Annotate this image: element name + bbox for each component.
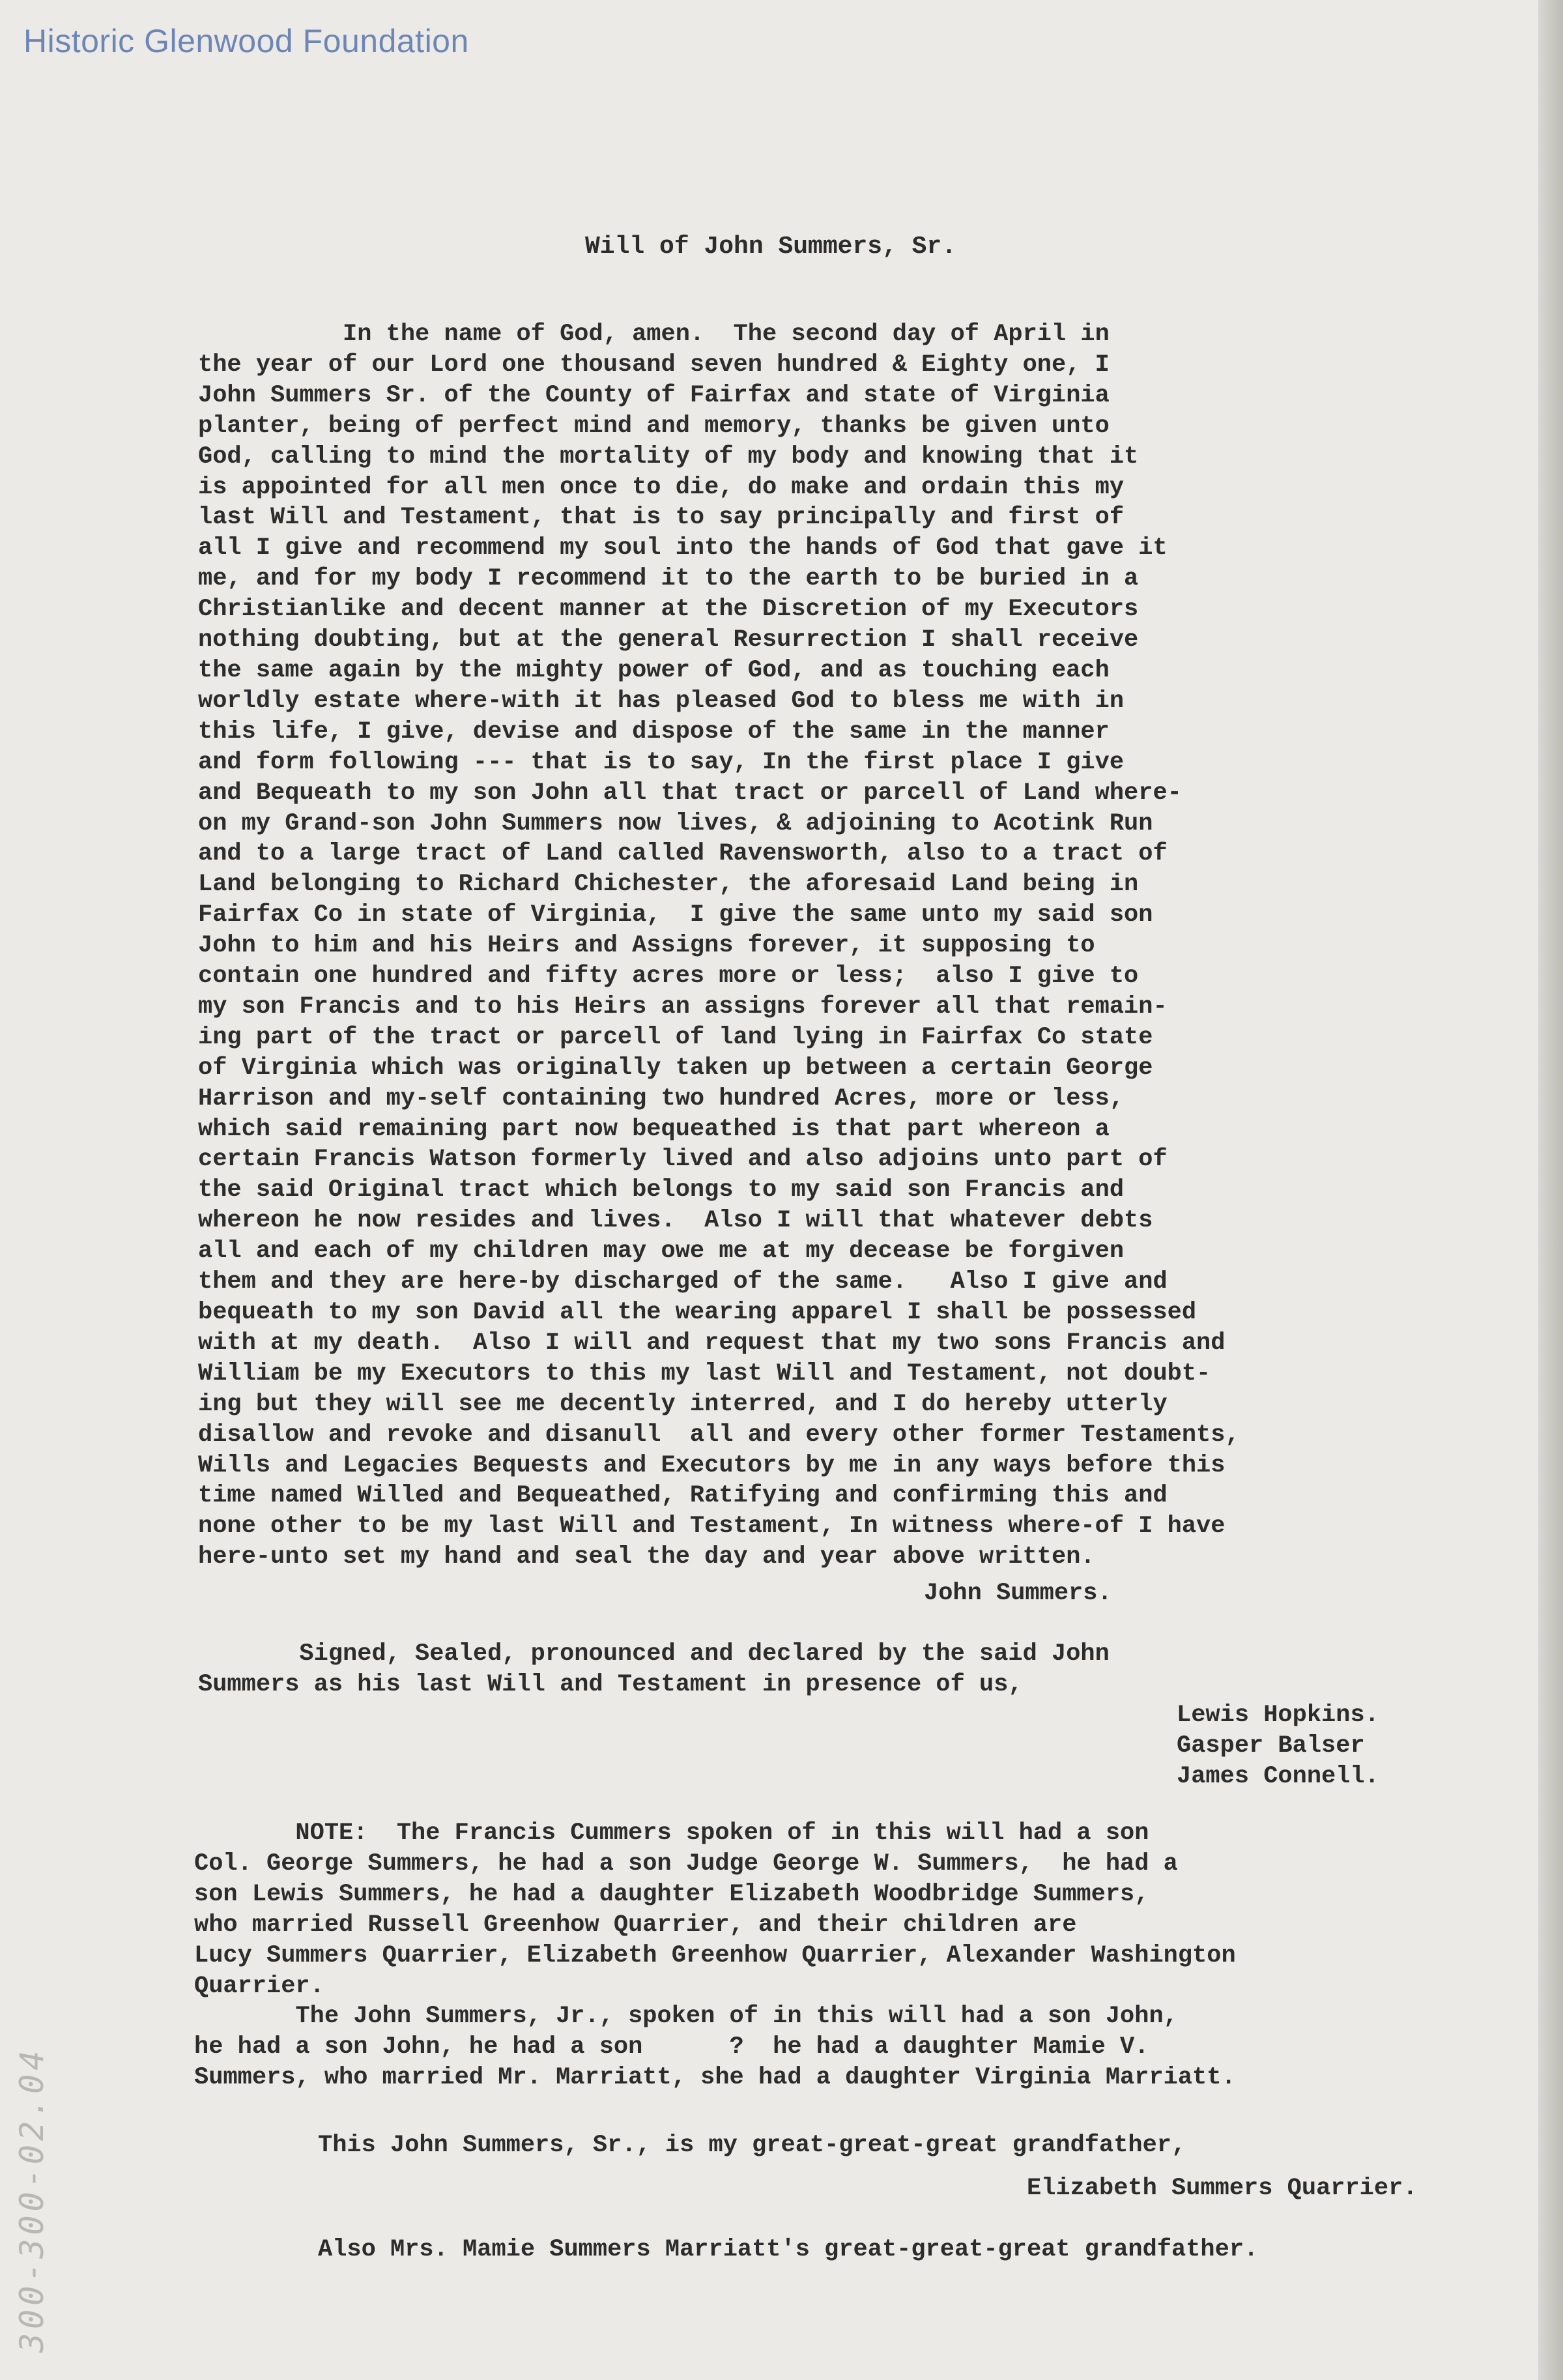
- body-line: bequeath to my son David all the wearing apparel I shall be possessed: [198, 1299, 1197, 1326]
- body-line: with at my death. Also I will and request that my two sons Francis and: [198, 1329, 1226, 1357]
- body-line: them and they are here-by discharged of the same. Also I give and: [198, 1268, 1168, 1296]
- body-line: and form following --- that is to say, In the first place I give: [198, 748, 1125, 776]
- body-line: Land belonging to Richard Chichester, the aforesaid Land being in: [198, 871, 1139, 899]
- body-line: the same again by the mighty power of God, and as touching each: [198, 656, 1110, 684]
- note-line: The John Summers, Jr., spoken of in this will had a son John,: [194, 2003, 1178, 2031]
- body-line: Harrison and my-self containing two hundred Acres, more or less,: [198, 1084, 1125, 1112]
- body-line: none other to be my last Will and Testament, In witness where-of I have: [198, 1513, 1226, 1541]
- body-line: John Summers Sr. of the County of Fairfax and state of Virginia: [198, 381, 1110, 409]
- genealogy-note: [194, 1818, 1236, 2093]
- body-line: contain one hundred and fifty acres more or less; also I give to: [198, 963, 1139, 991]
- note-line: who married Russell Greenhow Quarrier, and their children are: [194, 1911, 1077, 1939]
- body-line: the said Original tract which belongs to my said son Francis and: [198, 1176, 1125, 1204]
- closing-line: This John Summers, Sr., is my great-great-great grandfather,: [318, 2132, 1186, 2159]
- body-line: last Will and Testament, that is to say principally and first of: [198, 504, 1125, 532]
- body-line: Fairfax Co in state of Virginia, I give the same unto my said son: [198, 901, 1153, 929]
- body-line: worldly estate where-with it has pleased God to bless me with in: [198, 687, 1125, 715]
- also-line: Also Mrs. Mamie Summers Marriatt's great-great-great grandfather.: [318, 2236, 1259, 2263]
- note-line: he had a son John, he had a son ? he had a daughter Mamie V.: [194, 2033, 1149, 2061]
- body-line: ing but they will see me decently interred, and I do hereby utterly: [198, 1390, 1168, 1418]
- body-line: of Virginia which was originally taken up between a certain George: [198, 1054, 1153, 1082]
- note-line: son Lewis Summers, he had a daughter Elizabeth Woodbridge Summers,: [194, 1880, 1149, 1908]
- call-number: 300-300-02.04: [13, 2046, 51, 2353]
- body-line: ing part of the tract or parcell of land lying in Fairfax Co state: [198, 1023, 1153, 1051]
- body-line: Wills and Legacies Bequests and Executors by me in any ways before this: [198, 1451, 1226, 1479]
- body-line: Christianlike and decent manner at the Discretion of my Executors: [198, 596, 1139, 624]
- body-line: time named Willed and Bequeathed, Ratifying and confirming this and: [198, 1482, 1168, 1510]
- body-line: which said remaining part now bequeathed is that part whereon a: [198, 1115, 1110, 1143]
- witness-name: Lewis Hopkins.: [1177, 1702, 1379, 1729]
- testator-signature: John Summers.: [924, 1580, 1112, 1607]
- witness-list: [1177, 1700, 1379, 1792]
- body-line: on my Grand-son John Summers now lives, & adjoining to Acotink Run: [198, 809, 1153, 837]
- body-line: God, calling to mind the mortality of my body and knowing that it: [198, 443, 1139, 471]
- attestation: [198, 1639, 1110, 1700]
- note-line: Summers, who married Mr. Marriatt, she had a daughter Virginia Marriatt.: [194, 2064, 1236, 2092]
- body-line: all and each of my children may owe me at my decease be forgiven: [198, 1238, 1125, 1266]
- body-line: certain Francis Watson formerly lived and also adjoins unto part of: [198, 1146, 1168, 1174]
- note-line: Col. George Summers, he had a son Judge George W. Summers, he had a: [194, 1850, 1178, 1878]
- closing-signature: Elizabeth Summers Quarrier.: [1027, 2175, 1418, 2202]
- note-line: Quarrier.: [194, 1972, 324, 2000]
- body-line: disallow and revoke and disanull all and every other former Testaments,: [198, 1421, 1240, 1449]
- body-line: me, and for my body I recommend it to the earth to be buried in a: [198, 565, 1139, 593]
- body-line: William be my Executors to this my last Will and Testament, not doubt-: [198, 1359, 1211, 1387]
- body-line: the year of our Lord one thousand seven hundred & Eighty one, I: [198, 351, 1110, 379]
- body-line: whereon he now resides and lives. Also I will that whatever debts: [198, 1207, 1153, 1235]
- body-line: John to him and his Heirs and Assigns forever, it supposing to: [198, 932, 1095, 960]
- body-line: all I give and recommend my soul into the hands of God that gave it: [198, 534, 1168, 562]
- witness-name: James Connell.: [1177, 1762, 1379, 1790]
- attestation-line: Summers as his last Will and Testament in presence of us,: [198, 1670, 1023, 1698]
- body-line: and Bequeath to my son John all that tract or parcell of Land where-: [198, 779, 1182, 807]
- body-line: here-unto set my hand and seal the day and year above written.: [198, 1543, 1095, 1571]
- body-line: and to a large tract of Land called Ravensworth, also to a tract of: [198, 840, 1168, 868]
- document-title: Will of John Summers, Sr.: [585, 233, 957, 261]
- body-line: is appointed for all men once to die, do make and ordain this my: [198, 473, 1125, 501]
- body-line: my son Francis and to his Heirs an assigns forever all that remain-: [198, 993, 1168, 1021]
- body-line: this life, I give, devise and dispose of the same in the manner: [198, 718, 1110, 746]
- note-line: Lucy Summers Quarrier, Elizabeth Greenhow Quarrier, Alexander Washington: [194, 1941, 1236, 1969]
- body-line: planter, being of perfect mind and memory, thanks be given unto: [198, 412, 1110, 440]
- will-body: [198, 319, 1240, 1573]
- body-line: nothing doubting, but at the general Resurrection I shall receive: [198, 626, 1139, 654]
- body-line: In the name of God, amen. The second day of April in: [198, 321, 1110, 348]
- attestation-line: Signed, Sealed, pronounced and declared by the said John: [198, 1640, 1110, 1668]
- note-line: NOTE: The Francis Cummers spoken of in this will had a son: [194, 1820, 1149, 1847]
- witness-name: Gasper Balser: [1177, 1732, 1365, 1760]
- watermark: Historic Glenwood Foundation: [23, 23, 469, 59]
